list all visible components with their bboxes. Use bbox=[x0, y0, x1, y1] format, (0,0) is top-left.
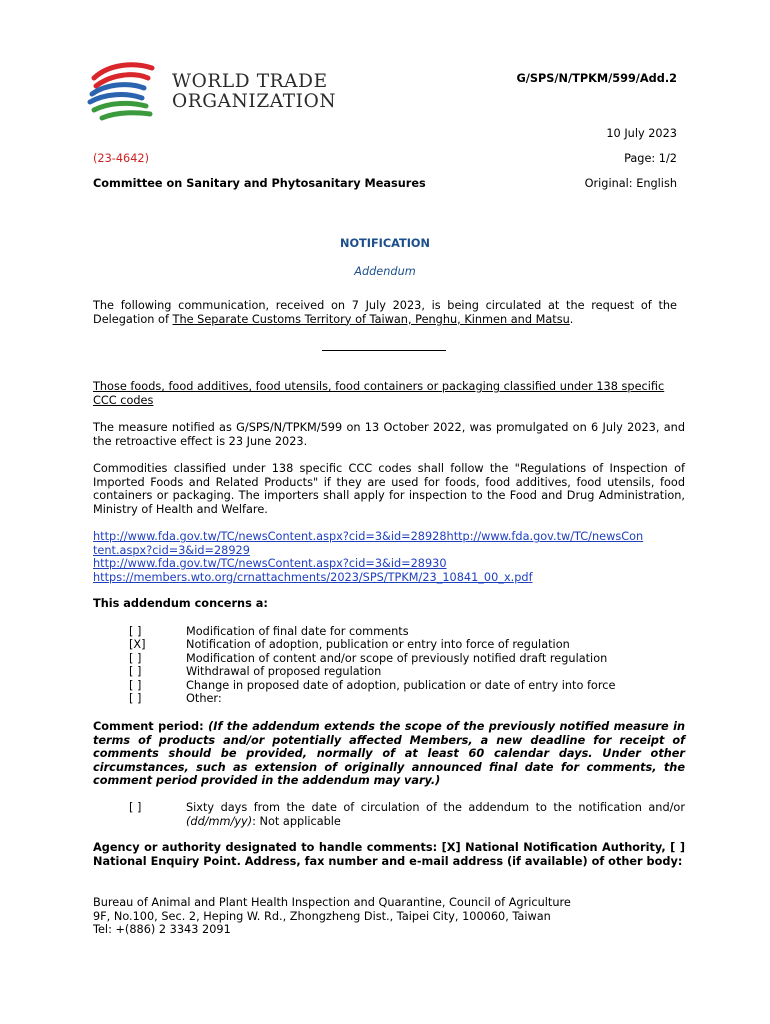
link-fda-28929[interactable]: tent.aspx?cid=3&id=28929 bbox=[93, 543, 250, 557]
original-language: Original: English bbox=[584, 177, 677, 190]
concern-option bbox=[0, 652, 770, 665]
intro-paragraph bbox=[93, 299, 677, 326]
concerns-options-list bbox=[0, 625, 770, 705]
concern-option bbox=[0, 638, 770, 651]
subject-heading: Those foods, food additives, food utensils, food containers or packaging classified under 138 specific CCC codes bbox=[93, 380, 665, 407]
link-wto-attachment[interactable]: https://members.wto.org/crnattachments/2023/SPS/TPKM/23_10841_00_x.pdf bbox=[93, 570, 533, 584]
option-checkbox: [ ] bbox=[129, 651, 142, 665]
comment-period-paragraph bbox=[93, 720, 685, 788]
agency-telephone: Tel: +(886) 2 3343 2091 bbox=[93, 923, 231, 937]
page-number: Page: 1/2 bbox=[624, 152, 677, 165]
concern-option bbox=[0, 665, 770, 678]
comment-period-date-format: (dd/mm/yy) bbox=[186, 814, 253, 828]
option-label: Change in proposed date of adoption, publication or date of entry into force bbox=[186, 678, 616, 692]
comment-period-option-text: Sixty days from the date of circulation of the addendum to the notification and/or bbox=[186, 801, 685, 814]
comment-period-checkbox: [ ] bbox=[129, 801, 142, 814]
notification-title: NOTIFICATION bbox=[339, 237, 430, 250]
link-fda-28928[interactable]: http://www.fda.gov.tw/TC/newsContent.aspx?cid=3&id=28928http://www.fda.gov.tw/TC/newsCon bbox=[93, 530, 644, 543]
paragraph-commodities: Commodities classified under 138 specific CCC codes shall follow the "Regulations of Inspection of Imported Foods and Related Products" if they are used for foods, food additives, food utensils, food containers or packaging. The importers shall apply for inspection to the Food and Drug Administration, Ministry of Health and Welfare. bbox=[93, 462, 685, 516]
agency-heading: Agency or authority designated to handle comments: [X] National Notification Authority, [ ] National Enquiry Point. Address, fax number and e-mail address (if available) of other body: bbox=[93, 841, 685, 868]
option-label: Notification of adoption, publication or entry into force of regulation bbox=[186, 638, 570, 652]
agency-name: Bureau of Animal and Plant Health Inspection and Quarantine, Council of Agriculture bbox=[93, 896, 571, 909]
concern-option bbox=[0, 692, 770, 705]
option-label: Modification of content and/or scope of previously notified draft regulation bbox=[186, 651, 608, 665]
concerns-heading: This addendum concerns a: bbox=[93, 597, 268, 610]
separator-line bbox=[322, 350, 446, 351]
delegation-name: The Separate Customs Territory of Taiwan, Penghu, Kinmen and Matsu bbox=[172, 312, 570, 326]
link-fda-28930[interactable]: http://www.fda.gov.tw/TC/newsContent.aspx?cid=3&id=28930 bbox=[93, 557, 447, 571]
option-checkbox: [ ] bbox=[129, 678, 142, 692]
option-checkbox: [ ] bbox=[129, 691, 142, 705]
concern-option bbox=[0, 625, 770, 638]
comment-period-text: (If the addendum extends the scope of the previously notified measure in terms of products and/or potentially affected Members, a new deadline for receipt of comments should be provided, normally of at least 60 calendar days. Under other circumstances, such as extension of originally announced final date for comments, the comment period provided in the addendum may vary.) bbox=[93, 720, 686, 788]
intro-end: . bbox=[569, 312, 574, 326]
wto-logo-icon bbox=[84, 56, 164, 128]
agency-address bbox=[93, 896, 693, 937]
concern-option bbox=[0, 679, 770, 692]
option-checkbox: [ ] bbox=[129, 625, 142, 638]
org-name-line1: WORLD TRADE bbox=[172, 71, 328, 92]
paragraph-promulgation: The measure notified as G/SPS/N/TPKM/599 on 13 October 2022, was promulgated on 6 July 2023, and the retroactive effect is 23 June 2023. bbox=[93, 421, 685, 448]
option-checkbox: [X] bbox=[129, 638, 146, 652]
document-symbol: G/SPS/N/TPKM/599/Add.2 bbox=[516, 72, 677, 85]
comment-period-not-applicable: : Not applicable bbox=[252, 814, 341, 828]
addendum-subtitle: Addendum bbox=[354, 265, 416, 278]
org-name bbox=[172, 72, 336, 112]
comment-period-option bbox=[186, 801, 685, 828]
reference-links bbox=[93, 530, 693, 584]
option-label: Modification of final date for comments bbox=[186, 625, 409, 638]
option-label: Other: bbox=[186, 691, 222, 705]
option-label: Withdrawal of proposed regulation bbox=[186, 665, 382, 679]
reference-code: (23-4642) bbox=[93, 152, 150, 165]
org-name-line2: ORGANIZATION bbox=[172, 91, 337, 112]
agency-street: 9F, No.100, Sec. 2, Heping W. Rd., Zhongzheng Dist., Taipei City, 100060, Taiwan bbox=[93, 909, 551, 923]
option-checkbox: [ ] bbox=[129, 665, 142, 679]
committee-name: Committee on Sanitary and Phytosanitary Measures bbox=[93, 177, 426, 190]
document-date: 10 July 2023 bbox=[606, 127, 677, 140]
intro-text: The following communication, received on 7 July 2023, is being circulated at the request of the Delegation of bbox=[93, 299, 677, 326]
comment-period-label: Comment period: bbox=[93, 720, 209, 733]
